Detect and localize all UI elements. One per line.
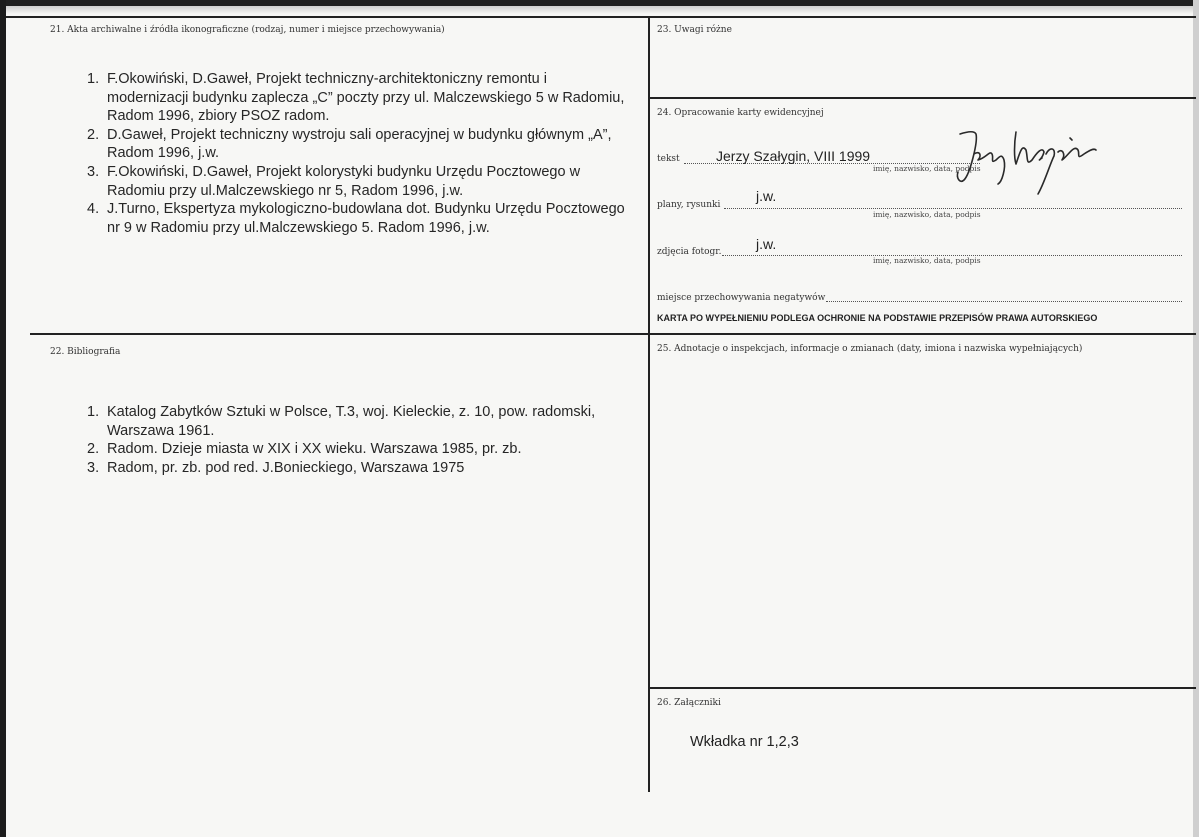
field23-label: 23. Uwagi różne [657, 25, 732, 35]
drawings-row-value: j.w. [756, 188, 777, 204]
scan-edge-left [0, 0, 6, 837]
list-item [87, 126, 627, 163]
drawings-row-caption: imię, nazwisko, data, podpis [873, 210, 981, 219]
list-item [87, 200, 627, 237]
list-item-text: J.Turno, Ekspertyza mykologiczno-budowlana dot. Budynku Urzędu Pocztowego nr 9 w Radomiu przy ul.Malczewskiego 5. Radom 1996, j.w. [107, 201, 625, 236]
list-item-text: F.Okowiński, D.Gaweł, Projekt kolorystyki budynku Urzędu Pocztowego w Radomiu przy ul.Malczewskiego nr 5, Radom 1996, j.w. [107, 163, 581, 199]
photos-row-value: j.w. [756, 236, 777, 252]
center-divider [648, 16, 650, 792]
row-divider-main [30, 333, 1196, 335]
scan-edge-right [1193, 0, 1199, 837]
list-item-number: 2. [87, 441, 100, 458]
field21-label: 21. Akta archiwalne i źródła ikonograficzne (rodzaj, numer i miejsce przechowywania) [50, 25, 445, 35]
list-item-text: D.Gaweł, Projekt techniczny wystroju sali operacyjnej w budynku głównym „A”, Radom 1996, j.w. [107, 126, 612, 162]
scan-edge-top [0, 0, 1199, 14]
divider-25-26 [648, 687, 1196, 689]
field26-label: 26. Załączniki [657, 698, 721, 708]
drawings-row-line [724, 208, 1182, 209]
field22-label: 22. Bibliografia [50, 347, 121, 357]
list-item-text: Katalog Zabytków Sztuki w Polsce, T.3, woj. Kieleckie, z. 10, pow. radomski, Warszawa 1961. [107, 404, 596, 439]
list-item [87, 403, 607, 440]
list-item-text: Radom, pr. zb. pod red. J.Bonieckiego, Warszawa 1975 [107, 459, 465, 476]
top-border [6, 16, 1196, 18]
list-item-number: 1. [87, 71, 100, 87]
signature [946, 124, 1106, 200]
list-item-number: 3. [87, 163, 100, 180]
text-row-label: tekst [657, 154, 680, 164]
photos-row-caption: imię, nazwisko, data, podpis [873, 256, 981, 265]
field22-list [87, 403, 607, 477]
attachments-value: Wkładka nr 1,2,3 [690, 734, 799, 750]
photos-row-label: zdjęcia fotogr. [657, 247, 722, 257]
list-item [87, 440, 607, 459]
list-item-number: 3. [87, 459, 100, 476]
list-item [87, 70, 627, 126]
text-row-caption: imię, nazwisko, data, podpis [873, 164, 981, 173]
list-item-number: 1. [87, 404, 100, 420]
negatives-label: miejsce przechowywania negatywów [657, 293, 826, 303]
field21-list [87, 70, 627, 237]
list-item-number: 2. [87, 126, 100, 143]
divider-23-24 [648, 97, 1196, 99]
text-row-value: Jerzy Szałygin, VIII 1999 [716, 148, 871, 164]
list-item [87, 459, 607, 478]
negatives-line [826, 301, 1182, 302]
field24-label: 24. Opracowanie karty ewidencyjnej [657, 108, 824, 118]
list-item-text: F.Okowiński, D.Gaweł, Projekt techniczny-architektoniczny remontu i modernizacji budynku zaplecza „C” poczty przy ul. Malczewskiego 5 w Radomiu, Radom 1996, zbiory PSOZ radom. [107, 71, 625, 125]
drawings-row-label: plany, rysunki [657, 200, 721, 210]
list-item-text: Radom. Dzieje miasta w XIX i XX wieku. Warszawa 1985, pr. zb. [107, 441, 522, 458]
list-item-number: 4. [87, 201, 100, 218]
field25-label: 25. Adnotacje o inspekcjach, informacje o zmianach (daty, imiona i nazwiska wypełniających) [657, 344, 1083, 354]
list-item [87, 163, 627, 200]
copyright-notice: KARTA PO WYPEŁNIENIU PODLEGA OCHRONIE NA PODSTAWIE PRZEPISÓW PRAWA AUTORSKIEGO [657, 313, 1098, 323]
